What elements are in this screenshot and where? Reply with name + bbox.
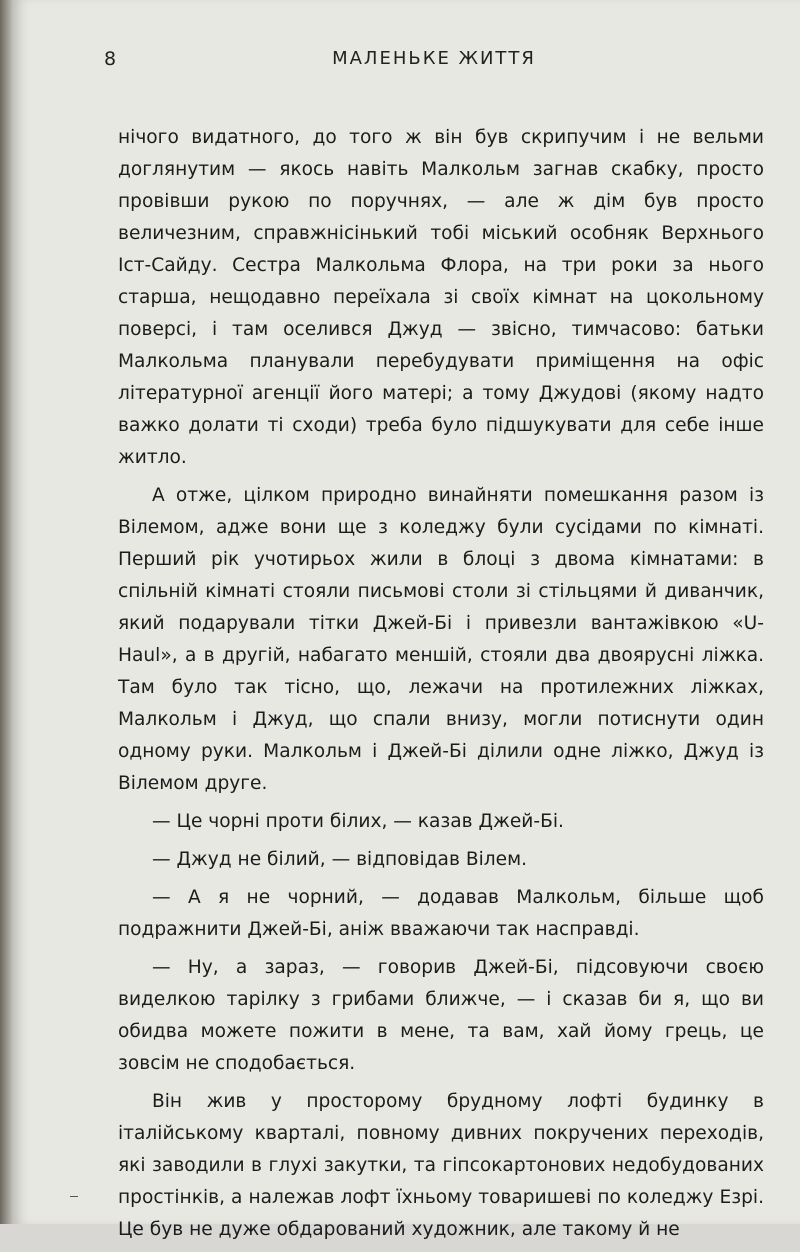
dialogue-line: — Ну, а зараз, — говорив Джей-Бі, підсовуючи своєю виделкою тарілку з грибами ближче, — і сказав би я, що ви обидва можете пожити в мене, та вам, хай йому грець, це зовсім не сподобається. — [118, 957, 764, 1074]
dialogue-line: — Це чорні проти білих, — казав Джей-Бі. — [152, 811, 564, 832]
page-number: 8 — [104, 48, 117, 70]
dialogue-line: — А я не чорний, — додавав Малкольм, більше щоб подражнити Джей-Бі, аніж вважаючи так насправді. — [118, 887, 764, 940]
paragraph: Він жив у просторому брудному лофті будинку в італійському кварталі, повному дивних покручених переходів, які заводили в глухі закутки, та гіпсокартонових недобудованих простінків, а належав лофт їхньому товаришеві по коледжу Езрі. Це був не дуже обдарований художник, але такому й не — [118, 1091, 764, 1240]
book-spine-edge — [0, 0, 14, 1224]
footer-mark — [70, 1196, 78, 1197]
body-text — [118, 122, 764, 1252]
paragraph-continued: нічого видатного, до того ж він був скрипучим і не вельми доглянутим — якось навіть Малкольм загнав скабку, просто провівши рукою по поручнях, — але ж дім був просто величезним, справжнісінький тобі міський особняк Верхнього Іст-Сайду. Сестра Малкольма Флора, на три роки за нього старша, нещодавно переїхала зі своїх кімнат на цокольному поверсі, і там оселився Джуд — звісно, тимчасово: батьки Малкольма планували перебудувати приміщення на офіс літературної агенції його матері; а тому Джудові (якому надто важко долати ті сходи) треба було підшукувати для себе інше житло. — [118, 127, 764, 468]
running-header — [104, 48, 764, 78]
dialogue-line: — Джуд не білий, — відповідав Вілем. — [152, 849, 528, 870]
paragraph: А отже, цілком природно винайняти помешкання разом із Вілемом, адже вони ще з коледжу були сусідами по кімнаті. Перший рік учотирьох жили в блоці з двома кімнатами: в спільній кімнаті стояли письмові столи зі стільцями й диванчик, який подарували тітки Джей-Бі і привезли вантажівкою «U-Haul», а в другій, набагато меншій, стояли два двоярусні ліжка. Там було так тісно, що, лежачи на протилежних ліжках, Малкольм і Джуд, що спали внизу, могли потиснути один одному руки. Малкольм і Джей-Бі ділили одне ліжко, Джуд із Вілемом друге. — [118, 485, 764, 794]
running-title: МАЛЕНЬКЕ ЖИТТЯ — [332, 48, 536, 69]
